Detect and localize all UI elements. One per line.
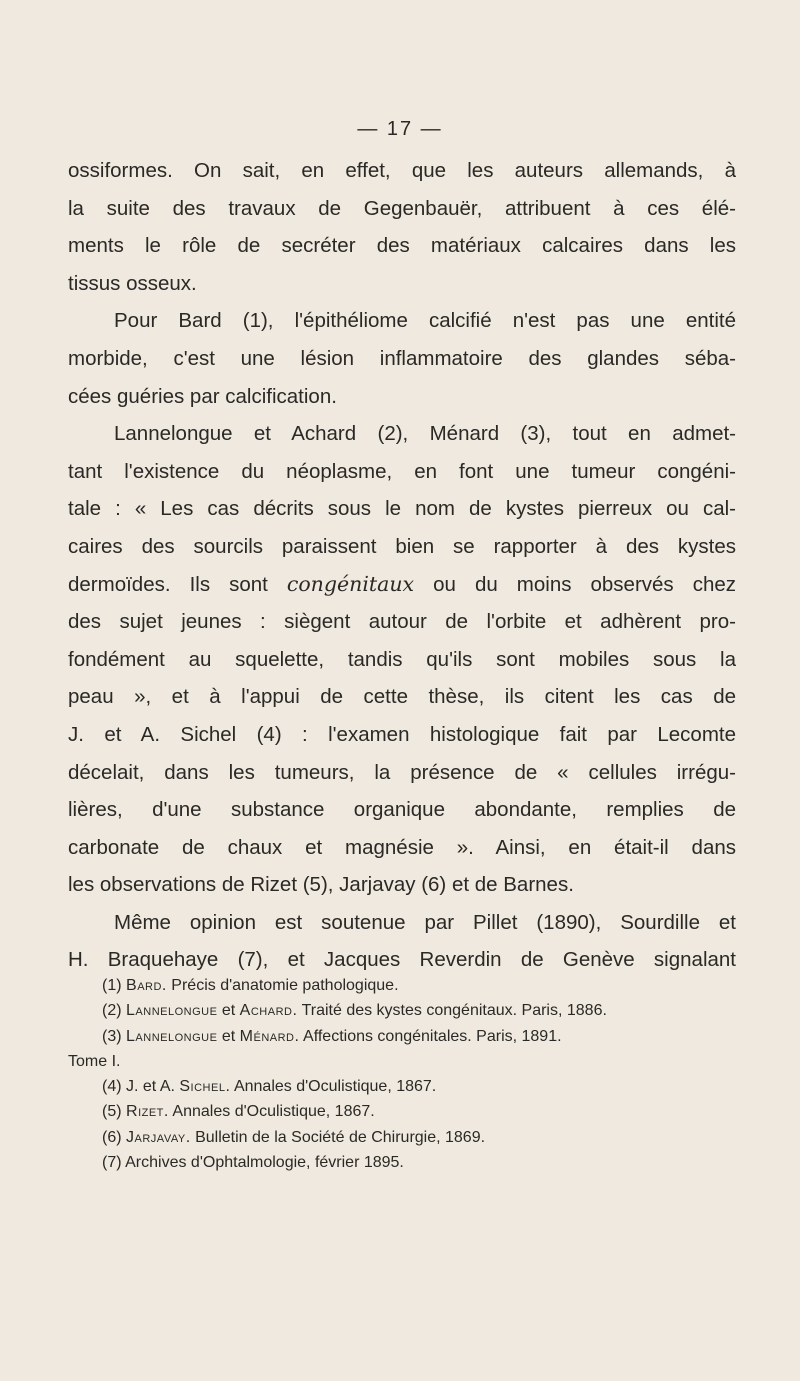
footnote-number: (2): [102, 1002, 122, 1020]
footnotes: [68, 973, 736, 1175]
footnote-author: Lannelongue: [126, 1027, 218, 1045]
text-line: cées guéries par calcification.: [68, 384, 337, 408]
text-line: lières, d'une substance organique abondante, remplies de: [68, 798, 736, 822]
text-line: tale : « Les cas décrits sous le nom de kystes pierreux ou cal-: [68, 497, 736, 521]
footnote-text: Annales d'Oculistique, 1867.: [230, 1078, 437, 1096]
footnote-number: (7): [102, 1154, 122, 1172]
text-segment: ou du moins observés chez: [414, 572, 736, 596]
footnote: [68, 1074, 736, 1099]
footnote: [68, 1024, 736, 1049]
footnote: [68, 1150, 736, 1175]
footnote-connector: et: [217, 1002, 240, 1020]
footnote-text: Annales d'Oculistique, 1867.: [168, 1103, 375, 1121]
text-line: Même opinion est soutenue par Pillet (1890), Sourdille et: [114, 910, 736, 934]
text-line: carbonate de chaux et magnésie ». Ainsi, en était-il dans: [68, 835, 736, 859]
paragraph-1: [68, 152, 736, 302]
footnote-author: Lannelongue: [126, 1002, 218, 1020]
text-line: Pour Bard (1), l'épithéliome calcifié n'est pas une entité: [114, 309, 736, 333]
text-line: fondément au squelette, tandis qu'ils sont mobiles sous la: [68, 647, 736, 671]
text-line: caires des sourcils paraissent bien se rapporter à des kystes: [68, 534, 736, 558]
footnote-text: Archives d'Ophtalmologie, février 1895.: [121, 1154, 404, 1172]
text-line: des sujet jeunes : siègent autour de l'orbite et adhèrent pro-: [68, 610, 736, 634]
footnote-text: Affections congénitales. Paris, 1891.: [299, 1027, 562, 1045]
text-line: la suite des travaux de Gegenbauër, attribuent à ces élé-: [68, 196, 736, 220]
text-line: les observations de Rizet (5), Jarjavay (6) et de Barnes.: [68, 873, 574, 897]
text-line: J. et A. Sichel (4) : l'examen histologique fait par Lecomte: [68, 722, 736, 746]
footnote: [68, 1099, 736, 1124]
footnote-connector: et: [217, 1027, 240, 1045]
text-line: Lannelongue et Achard (2), Ménard (3), tout en admet-: [114, 422, 736, 446]
text-line: ossiformes. On sait, en effet, que les auteurs allemands, à: [68, 159, 736, 182]
italic-term: congénitaux: [286, 571, 415, 596]
footnote-text: Précis d'anatomie pathologique.: [166, 977, 399, 994]
body-text: [68, 152, 736, 979]
text-line: morbide, c'est une lésion inflammatoire des glandes séba-: [68, 346, 736, 370]
footnote-number: (6): [102, 1128, 122, 1146]
footnote-author: Bard.: [126, 977, 167, 994]
footnote-number: (1): [102, 977, 122, 994]
footnote-author: Jarjavay.: [126, 1128, 191, 1146]
paragraph-3: [68, 415, 736, 904]
paragraph-2: [68, 302, 736, 415]
text-line: décelait, dans les tumeurs, la présence de « cellules irrégu-: [68, 760, 736, 784]
footnote: [68, 1125, 736, 1150]
footnote-number: (5): [102, 1103, 122, 1121]
footnote-author: Ménard.: [239, 1027, 300, 1045]
footnote-text: Traité des kystes congénitaux. Paris, 1886.: [297, 1002, 607, 1020]
footnote-number: (3): [102, 1027, 122, 1045]
text-line-with-italic: [68, 566, 736, 604]
footnote-author: Sichel.: [179, 1078, 231, 1096]
paragraph-4: [68, 904, 736, 979]
footnote-text: Bulletin de la Société de Chirurgie, 1869.: [190, 1128, 486, 1146]
text-segment: dermoïdes. Ils sont: [68, 572, 287, 596]
footnote: [68, 998, 736, 1023]
page-number: — 17 —: [357, 118, 443, 140]
text-line: tant l'existence du néoplasme, en font une tumeur congéni-: [68, 459, 736, 483]
footnote: [68, 973, 736, 998]
footnote-continuation: Tome I.: [68, 1052, 121, 1070]
footnote-author: Achard.: [239, 1002, 298, 1020]
text-line: tissus osseux.: [68, 271, 197, 295]
footnote-author: Rizet.: [126, 1103, 169, 1121]
footnote-number: (4): [102, 1078, 122, 1096]
text-line: peau », et à l'appui de cette thèse, ils citent les cas de: [68, 685, 736, 709]
text-line: ments le rôle de secréter des matériaux calcaires dans les: [68, 234, 736, 258]
text-line: H. Braquehaye (7), et Jacques Reverdin de Genève signalant: [68, 948, 736, 972]
footnote-prefix: J. et A.: [126, 1078, 180, 1096]
